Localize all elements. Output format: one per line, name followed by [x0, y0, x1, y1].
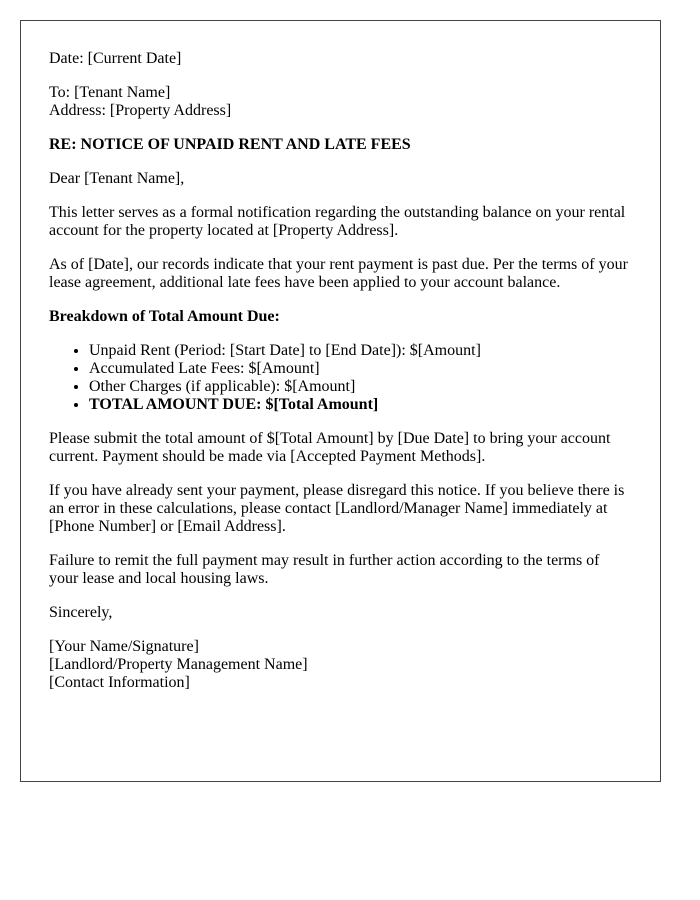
paragraph-consequences: Failure to remit the full payment may result in further action according to the terms of your lease and local housing laws.: [49, 552, 600, 587]
date-line: Date: [Current Date]: [49, 50, 182, 67]
recipient-address: Address: [Property Address]: [49, 102, 232, 119]
paragraph-intro: This letter serves as a formal notification regarding the outstanding balance on your rental account for the property located at [Property Address].: [49, 204, 626, 239]
list-item-late-fees: • Accumulated Late Fees: $[Amount]: [89, 360, 631, 378]
paragraph-payment: Please submit the total amount of $[Total Amount] by [Due Date] to bring your account current. Payment should be made via [Accepted Payment Methods].: [49, 430, 611, 465]
list-item-unpaid-rent: • Unpaid Rent (Period: [Start Date] to [End Date]): $[Amount]: [89, 342, 631, 360]
paragraph-disregard: If you have already sent your payment, please disregard this notice. If you believe there is an error in these calculations, please contact [Landlord/Manager Name] immediately at [Phone Number] or [Email Address].: [49, 482, 625, 535]
signature-name: [Your Name/Signature]: [49, 638, 199, 655]
closing: Sincerely,: [49, 604, 113, 621]
list-item-other-charges: • Other Charges (if applicable): $[Amount]: [89, 378, 631, 396]
breakdown-heading: Breakdown of Total Amount Due:: [49, 308, 280, 325]
signature-company: [Landlord/Property Management Name]: [49, 656, 308, 673]
salutation: Dear [Tenant Name],: [49, 170, 185, 187]
recipient-name: To: [Tenant Name]: [49, 84, 171, 101]
list-item-total: • TOTAL AMOUNT DUE: $[Total Amount]: [89, 396, 631, 414]
signature-contact: [Contact Information]: [49, 674, 190, 691]
recipient-block: [49, 84, 631, 120]
letter: [20, 20, 661, 782]
subject-line: RE: NOTICE OF UNPAID RENT AND LATE FEES: [49, 136, 411, 153]
breakdown-list: [49, 342, 631, 414]
paragraph-past-due: As of [Date], our records indicate that your rent payment is past due. Per the terms of your lease agreement, additional late fees have been applied to your account balance.: [49, 256, 628, 291]
signature-block: [49, 638, 631, 692]
